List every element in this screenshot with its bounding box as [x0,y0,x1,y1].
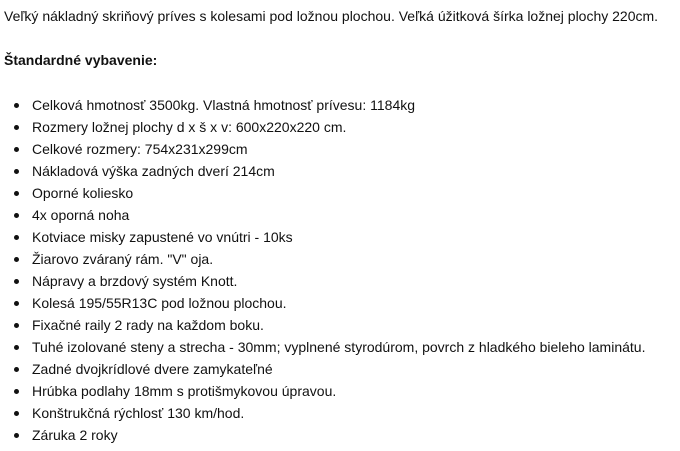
list-item [32,117,645,139]
bullet-icon [14,191,19,196]
list-item [32,359,645,381]
bullet-icon [14,433,19,438]
list-item-text: Celkové rozmery: 754x231x299cm [32,141,248,157]
bullet-icon [14,125,19,130]
bullet-icon [14,279,19,284]
list-item [32,161,645,183]
equipment-list [0,95,645,447]
list-item [32,205,645,227]
bullet-icon [14,103,19,108]
bullet-icon [14,169,19,174]
bullet-icon [14,367,19,372]
list-item-text: Nákladová výška zadných dverí 214cm [32,163,275,179]
list-item-text: Konštrukčná rýchlosť 130 km/hod. [32,405,245,421]
list-item-text: Kotviace misky zapustené vo vnútri - 10ks [32,229,293,245]
list-item-text: Rozmery ložnej plochy d x š x v: 600x220x220 cm. [32,119,347,135]
list-item-text: Záruka 2 roky [32,427,118,443]
list-item-text: Zadné dvojkrídlové dvere zamykateľné [32,361,273,377]
list-item-text: Oporné koliesko [32,185,134,201]
list-item [32,183,645,205]
bullet-icon [14,257,19,262]
list-item [32,403,645,425]
list-item [32,271,645,293]
bullet-icon [14,323,19,328]
list-item-text: Fixačné raily 2 rady na každom boku. [32,317,264,333]
list-item [32,139,645,161]
list-item-text: Kolesá 195/55R13C pod ložnou plochou. [32,295,287,311]
list-item [32,425,645,447]
list-item [32,337,645,359]
list-item [32,315,645,337]
bullet-icon [14,213,19,218]
list-item-text: Žiarovo zváraný rám. "V" oja. [32,251,214,267]
list-item-text: 4x oporná noha [32,207,130,223]
bullet-icon [14,345,19,350]
list-item [32,293,645,315]
bullet-icon [14,389,19,394]
list-item [32,227,645,249]
list-item-text: Tuhé izolované steny a strecha - 30mm; vyplnené styrodúrom, povrch z hladkého bieleho laminátu. [32,339,646,355]
bullet-icon [14,411,19,416]
list-item-text: Hrúbka podlahy 18mm s protišmykovou úpravou. [32,383,337,399]
list-item [32,95,645,117]
section-heading: Štandardné vybavenie: [4,52,158,68]
bullet-icon [14,235,19,240]
list-item-text: Nápravy a brzdový systém Knott. [32,273,238,289]
bullet-icon [14,301,19,306]
list-item [32,249,645,271]
intro-paragraph: Veľký nákladný skriňový príves s kolesami pod ložnou plochou. Veľká úžitková šírka ložnej plochy 220cm. [4,8,659,24]
list-item-text: Celková hmotnosť 3500kg. Vlastná hmotnosť prívesu: 1184kg [32,97,416,113]
list-item [32,381,645,403]
bullet-icon [14,147,19,152]
